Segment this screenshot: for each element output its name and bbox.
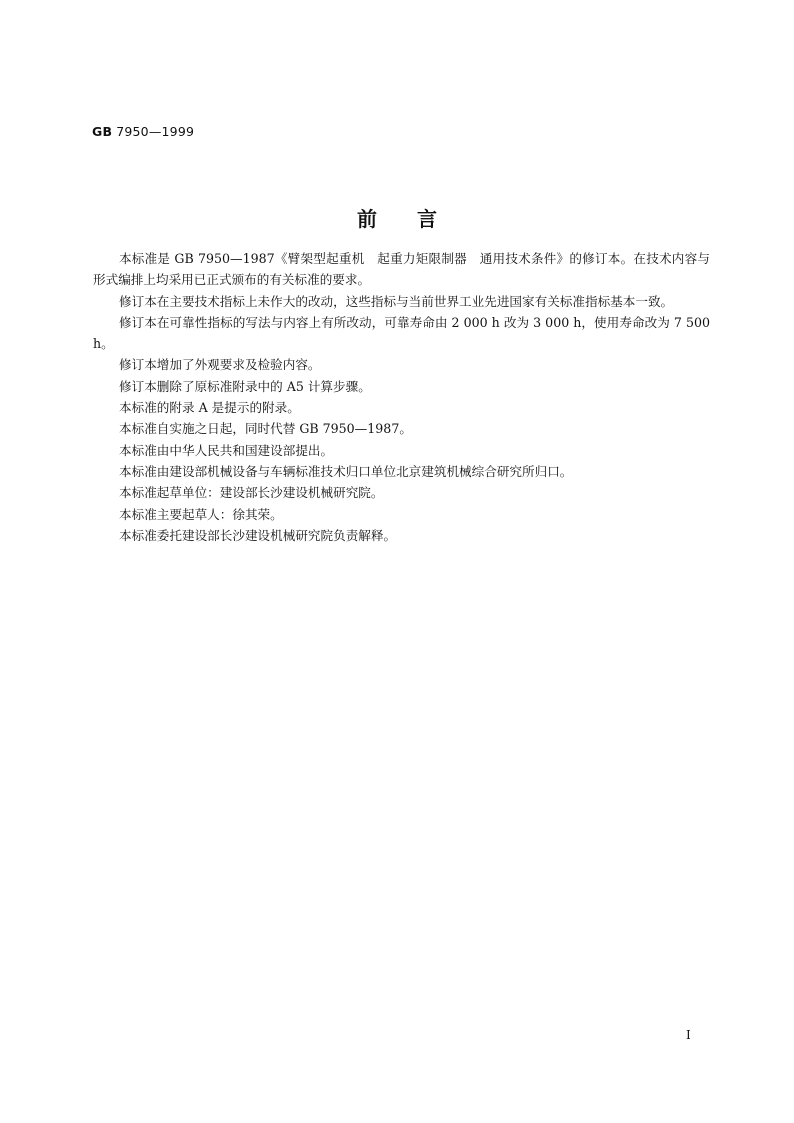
paragraph-8: 本标准由中华人民共和国建设部提出。 bbox=[119, 442, 334, 458]
paragraph-12: 本标准委托建设部长沙建设机械研究院负责解释。 bbox=[119, 527, 397, 543]
paragraph-1: 本标准是 GB 7950—1987《臂架型起重机 起重力矩限制器 通用技术条件》的修订本。在技术内容与形式编排上均采用已正式颁布的有关标准的要求。 bbox=[93, 251, 710, 288]
paragraph-4: 修订本增加了外观要求及检验内容。 bbox=[119, 357, 321, 373]
paragraph-6: 本标准的附录 A 是提示的附录。 bbox=[119, 400, 300, 416]
paragraph-3: 修订本在可靠性指标的写法与内容上有所改动，可靠寿命由 2 000 h 改为 3 000 h，使用寿命改为 7 500 h。 bbox=[93, 314, 710, 352]
standard-prefix: GB bbox=[92, 124, 113, 139]
standard-code bbox=[92, 124, 194, 139]
paragraph-5: 修订本删除了原标准附录中的 A5 计算步骤。 bbox=[119, 378, 371, 394]
page-number: I bbox=[686, 1028, 691, 1042]
paragraph-2: 修订本在主要技术指标上未作大的改动，这些指标与当前世界工业先进国家有关标准指标基本一致。 bbox=[119, 293, 674, 309]
page-title: 前言 bbox=[357, 207, 477, 231]
paragraph-11: 本标准主要起草人：徐其荣。 bbox=[119, 506, 283, 522]
paragraph-7: 本标准自实施之日起，同时代替 GB 7950—1987。 bbox=[119, 421, 412, 437]
paragraph-10: 本标准起草单位：建设部长沙建设机械研究院。 bbox=[119, 485, 384, 501]
paragraph-9: 本标准由建设部机械设备与车辆标准技术归口单位北京建筑机械综合研究所归口。 bbox=[119, 463, 573, 479]
standard-number: 7950—1999 bbox=[116, 124, 195, 139]
foreword-body bbox=[93, 248, 710, 546]
